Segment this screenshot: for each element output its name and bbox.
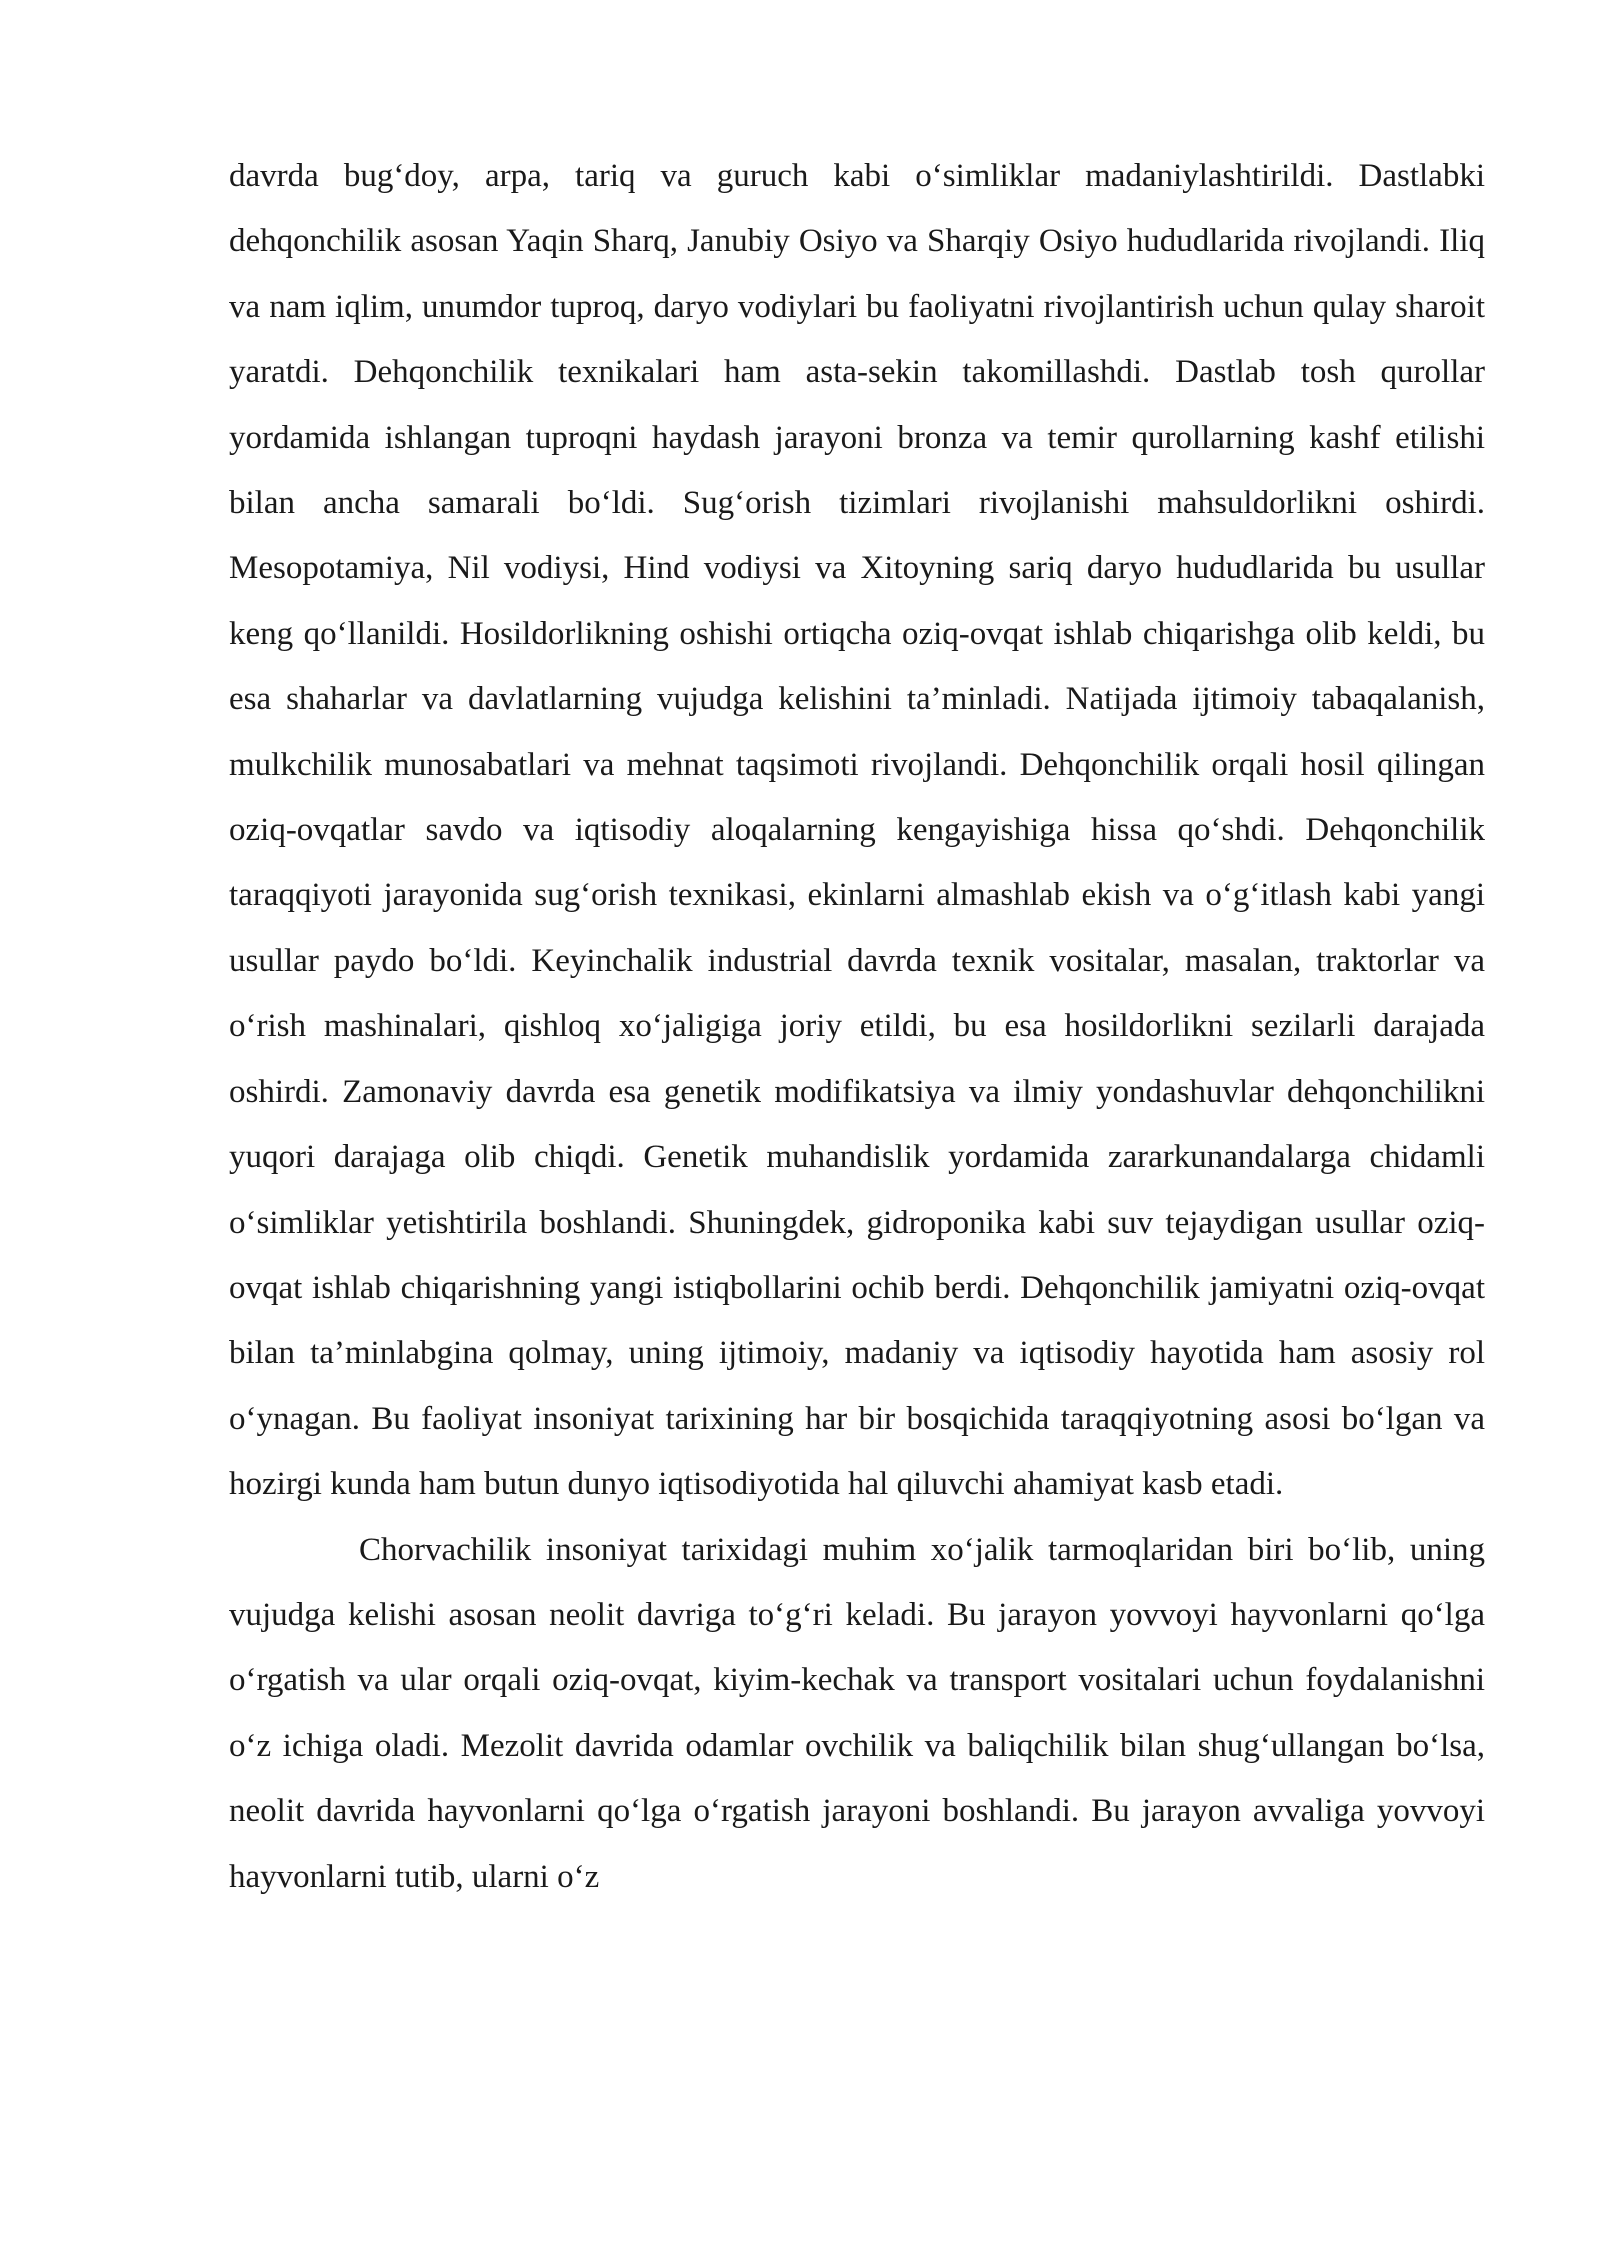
paragraph-agriculture: davrda bug‘doy, arpa, tariq va guruch kabi o‘simliklar madaniylashtirildi. Dastlabki dehqonchilik asosan Yaqin Sharq, Janubiy Osiyo va Sharqiy Osiyo hududlarida rivojlandi. Iliq va nam iqlim, unumdor tuproq, daryo vodiylari bu faoliyatni rivojlantirish uchun qulay sharoit yaratdi. Dehqonchilik texnikalari ham asta-sekin takomillashdi. Dastlab tosh qurollar yordamida ishlangan tuproqni haydash jarayoni bronza va temir qurollarning kashf etilishi bilan ancha samarali bo‘ldi. Sug‘orish tizimlari rivojlanishi mahsuldorlikni oshirdi. Mesopotamiya, Nil vodiysi, Hind vodiysi va Xitoyning sariq daryo hududlarida bu usullar keng qo‘llanildi. Hosildorlikning oshishi ortiqcha oziq-ovqat ishlab chiqarishga olib keldi, bu esa shaharlar va davlatlarning vujudga kelishini ta’minladi. Natijada ijtimoiy tabaqalanish, mulkchilik munosabatlari va mehnat taqsimoti rivojlandi. Dehqonchilik orqali hosil qilingan oziq-ovqatlar savdo va iqtisodiy aloqalarning kengayishiga hissa qo‘shdi. Dehqonchilik taraqqiyoti jarayonida sug‘orish texnikasi, ekinlarni almashlab ekish va o‘g‘itlash kabi yangi usullar paydo bo‘ldi. Keyinchalik industrial davrda texnik vositalar, masalan, traktorlar va o‘rish mashinalari, qishloq xo‘jaligiga joriy etildi, bu esa hosildorlikni sezilarli darajada oshirdi. Zamonaviy davrda esa genetik modifikatsiya va ilmiy yondashuvlar dehqonchilikni yuqori darajaga olib chiqdi. Genetik muhandislik yordamida zararkunandalarga chidamli o‘simliklar yetishtirila boshlandi. Shuningdek, gidroponika kabi suv tejaydigan usullar oziq-ovqat ishlab chiqarishning yangi istiqbollarini ochib berdi. Dehqonchilik jamiyatni oziq-ovqat bilan ta’minlabgina qolmay, uning ijtimoiy, madaniy va iqtisodiy hayotida ham asosiy rol o‘ynagan. Bu faoliyat insoniyat tarixining har bir bosqichida taraqqiyotning asosi bo‘lgan va hozirgi kunda ham butun dunyo iqtisodiyotida hal qiluvchi ahamiyat kasb etadi. (229, 158, 1485, 1503)
body-text (229, 144, 1485, 1910)
paragraph-animal-husbandry: Chorvachilik insoniyat tarixidagi muhim xo‘jalik tarmoqlaridan biri bo‘lib, uning vujudga kelishi asosan neolit davriga to‘g‘ri keladi. Bu jarayon yovvoyi hayvonlarni qo‘lga o‘rgatish va ular orqali oziq-ovqat, kiyim-kechak va transport vositalari uchun foydalanishni o‘z ichiga oladi. Mezolit davrida odamlar ovchilik va baliqchilik bilan shug‘ullangan bo‘lsa, neolit davrida hayvonlarni qo‘lga o‘rgatish jarayoni boshlandi. Bu jarayon avvaliga yovvoyi hayvonlarni tutib, ularni o‘z (229, 1531, 1485, 1895)
